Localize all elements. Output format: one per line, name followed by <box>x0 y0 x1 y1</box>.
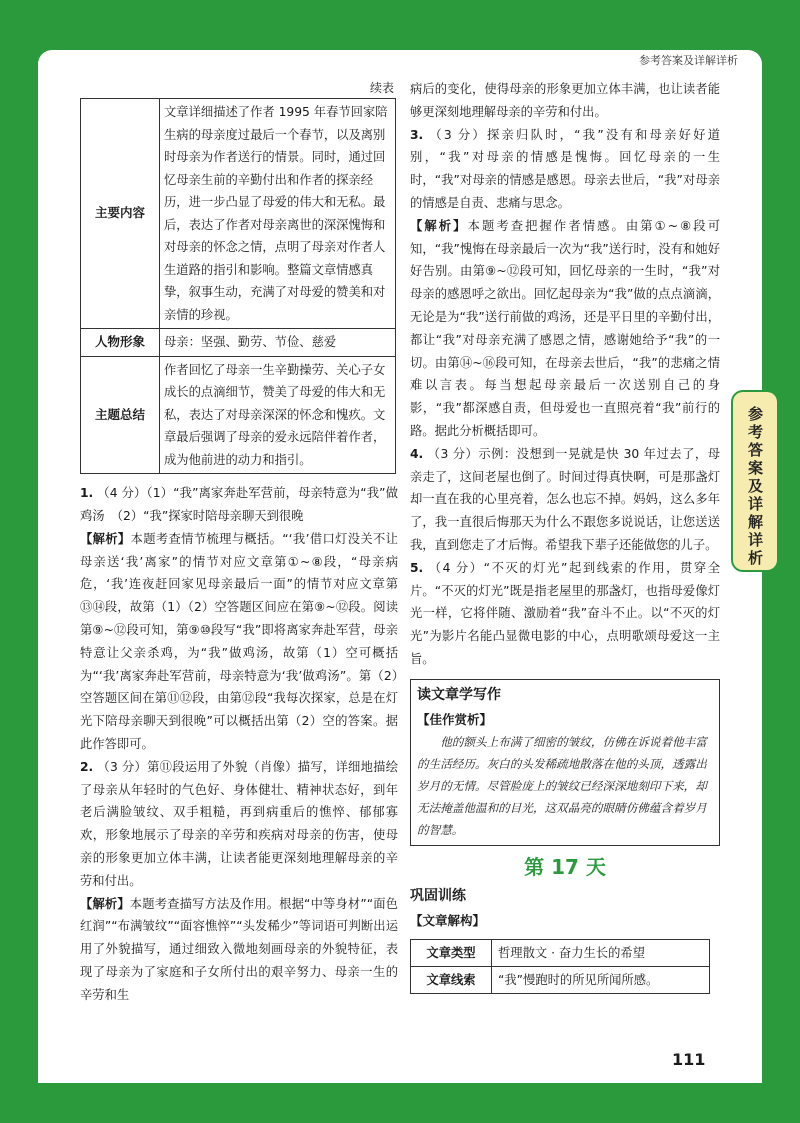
row-label: 人物形象 <box>81 329 160 357</box>
analysis-label: 【解析】 <box>80 531 131 546</box>
analysis-label: 【解析】 <box>80 896 130 911</box>
analysis-item <box>80 893 398 1007</box>
answer-continuation: 病后的变化，使得母亲的形象更加立体丰满，也让读者能够更深刻地理解母亲的辛劳和付出。 <box>410 82 720 119</box>
reading-writing-box <box>410 679 720 847</box>
side-tab <box>733 392 777 570</box>
content-table <box>80 98 396 474</box>
row-text: 母亲：坚强、勤劳、节俭、慈爱 <box>160 329 396 357</box>
answer-item <box>80 756 398 893</box>
row-label: 文章类型 <box>411 939 492 966</box>
row-label: 主题总结 <box>81 356 160 474</box>
analysis-item <box>80 528 398 756</box>
answer-item <box>410 443 720 557</box>
box-subtitle: 【佳作赏析】 <box>417 711 493 727</box>
analysis-text: 本题考查把握作者情感。由第①~⑧段可知，“我”愧悔在母亲最后一次为“我”送行时，没有和她好好告别。由第⑨~⑫段可知，回忆母亲的一生时，“我”对母亲的感恩呼之欲出。回忆起母亲为“我”做的点点滴滴，无论是为“我”送行前做的鸡汤，还是平日里的辛勤付出，都让“我”对母亲充满了感恩之情，感谢她给予“我”的一切。由第⑭~⑯段可知，在母亲去世后，“我”的悲痛之情难以言表。每当想起母亲最后一次送别自己的身影，“我”都深感自责，但母爱也一直照亮着“我”前行的路。据此分析概括即可。 <box>410 218 720 438</box>
analysis-text: 本题考查情节梳理与概括。“‘我’借口灯没关不让母亲送‘我’离家”的情节对应文章第①~⑧段，“母亲病危，‘我’连夜赶回家见母亲最后一面”的情节对应文章第⑬⑭段，故第（1）（2）空答题区间应在第⑨~⑫段。阅读第⑨~⑫段可知，第⑨⑩段写“我”即将离家奔赴军营，母亲特意让父亲杀鸡，为“我”做鸡汤，故第（1）空可概括为“‘我’离家奔赴军营前，母亲特意为‘我’做鸡汤”。第（2）空答题区间在第⑪⑫段，由第⑫段“我每次探家，总是在灯光下陪母亲聊天到很晚”可以概括出第（2）空的答案。据此作答即可。 <box>80 531 398 752</box>
row-text: 文章详细描述了作者 1995 年春节回家陪生病的母亲度过最后一个春节，以及离别时母亲为作者送行的情景。同时，通过回忆母亲生前的辛勤付出和作者的探亲经历，进一步凸显了母爱的伟大和无私。最后，表达了作者对母亲离世的深深愧悔和对母亲的怀念之情，点明了母亲对作者人生道路的指引和影响。整篇文章情感真挚，叙事生动，充满了对母爱的赞美和对亲情的珍视。 <box>160 99 396 329</box>
page-header: 参考答案及详解详析 <box>639 54 738 67</box>
left-column <box>80 78 398 1007</box>
table-row <box>81 356 396 474</box>
answer-item <box>410 557 720 671</box>
side-tab-label: 参考答案及详解详析 <box>746 406 764 568</box>
continued-label: 续表 <box>369 81 394 95</box>
box-title: 读文章学写作 <box>417 686 501 703</box>
table-row <box>81 99 396 329</box>
day-title: 第 17 天 <box>524 855 606 880</box>
row-label: 主要内容 <box>81 99 160 329</box>
answer-text: （3 分）第⑪段运用了外貌（肖像）描写，详细地描绘了母亲从年轻时的气色好、身体健壮、精神状态好，到年老后满脸皱纹、双手粗糙，再到病重后的憔悴、郁郁寡欢，形象地展示了母亲的辛劳和疾病对母亲的伤害，使母亲的形象更加立体丰满，让读者能更深刻地理解母亲的辛劳和付出。 <box>80 759 398 888</box>
table-row <box>81 329 396 357</box>
analysis-item <box>410 215 720 443</box>
analysis-text: 本题考查描写方法及作用。根据“中等身材”“面色红润”“布满皱纹”“面容憔悴”“头发稀少”等词语可判断出运用了外貌描写，通过细致入微地刻画母亲的外貌特征，表现了母亲为了家庭和子女所付出的艰辛努力、母亲一生的辛劳和生 <box>80 896 398 1002</box>
page-number: 111 <box>672 1050 706 1069</box>
excerpt-text: 他的额头上布满了细密的皱纹，仿佛在诉说着他丰富的生活经历。灰白的头发稀疏地散落在他的头顶，透露出岁月的无情。尽管脸庞上的皱纹已经深深地刻印下来，却无法掩盖他温和的目光，这双晶亮的眼睛仿佛蕴含着岁月的智慧。 <box>417 735 707 838</box>
answer-item <box>80 482 398 528</box>
question-number: 3. <box>410 127 424 142</box>
answer-text: （3 分）示例：没想到一晃就是快 30 年过去了，母亲走了，这间老屋也倒了。时间过得真快啊，可是那盏灯却一直在我的心里亮着，怎么也忘不掉。妈妈，这么多年了，我一直很后悔那天为什么不跟您多说说话，让您送送我，直到您走了才后悔。希望我下辈子还能做您的儿子。 <box>410 446 720 552</box>
row-text: 作者回忆了母亲一生辛勤操劳、关心子女成长的点滴细节，赞美了母爱的伟大和无私，表达了对母亲深深的怀念和愧疚。文章最后强调了母亲的爱永远陪伴着作者，成为他前进的动力和指引。 <box>160 356 396 474</box>
question-number: 2. <box>80 759 94 774</box>
question-number: 5. <box>410 560 424 575</box>
table-row <box>411 939 710 966</box>
question-number: 1. <box>80 486 94 501</box>
row-label: 文章线索 <box>411 966 492 993</box>
section-title: 巩固训练 <box>410 888 466 905</box>
table-row <box>411 966 710 993</box>
answer-item <box>410 124 720 215</box>
structure-table <box>410 939 710 994</box>
answer-text: （4 分）（1）“我”离家奔赴军营前，母亲特意为“我”做鸡汤 （2）“我”探家时陪母亲聊天到很晚 <box>80 486 398 524</box>
row-text: 哲理散文 · 奋力生长的希望 <box>492 939 710 966</box>
analysis-label: 【解析】 <box>410 218 468 233</box>
answer-text: （3 分）探亲归队时，“我”没有和母亲好好道别，“我”对母亲的情感是愧悔。回忆母亲的一生时，“我”对母亲的情感是感恩。母亲去世后，“我”对母亲的情感是自责、悲痛与思念。 <box>410 127 720 210</box>
right-column <box>410 78 720 994</box>
row-text: “我”慢跑时的所见所闻所感。 <box>492 966 710 993</box>
answer-text: （4 分）“不灭的灯光”起到线索的作用，贯穿全片。“不灭的灯光”既是指老屋里的那盏灯，也指母爱像灯光一样，它将伴随、激励着“我”奋斗不止。以“不灭的灯光”为影片名能凸显微电影的中心，点明歌颂母爱这一主旨。 <box>410 560 720 666</box>
section-subtitle: 【文章解构】 <box>410 912 486 928</box>
question-number: 4. <box>410 446 424 461</box>
